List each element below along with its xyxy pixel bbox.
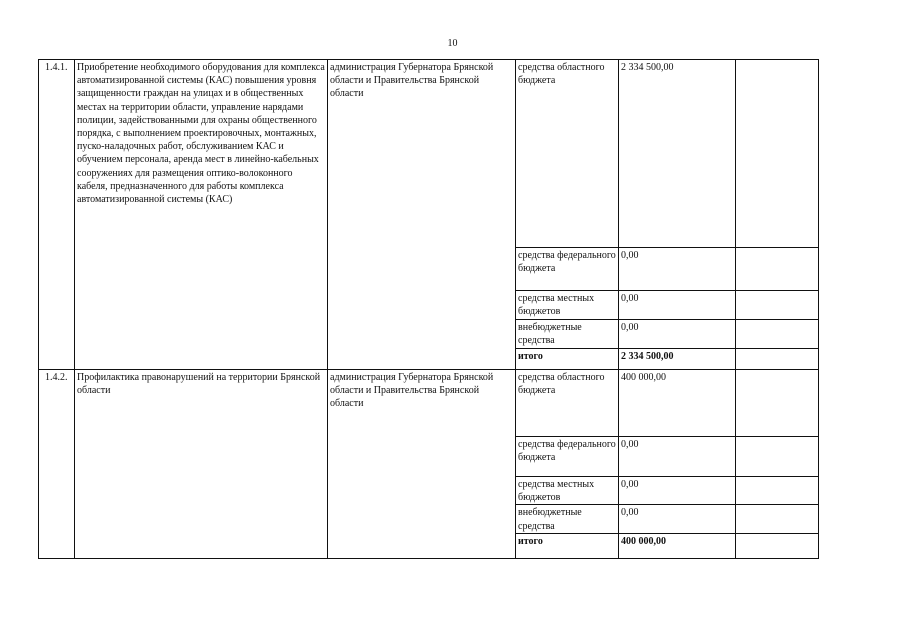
funding-amount: 2 334 500,00 xyxy=(619,60,736,248)
funding-source: средства местных бюджетов xyxy=(516,291,619,320)
funding-source: средства федерального бюджета xyxy=(516,248,619,291)
empty-cell xyxy=(736,437,819,477)
funding-total-label: итого xyxy=(516,533,619,558)
item-number: 1.4.2. xyxy=(39,370,75,559)
funding-amount: 0,00 xyxy=(619,477,736,505)
program-activities-table xyxy=(38,59,819,559)
funding-source: внебюджетные средства xyxy=(516,320,619,349)
funding-amount: 0,00 xyxy=(619,291,736,320)
empty-cell xyxy=(736,291,819,320)
table-row xyxy=(39,60,819,248)
empty-cell xyxy=(736,60,819,248)
funding-source: средства местных бюджетов xyxy=(516,477,619,505)
empty-cell xyxy=(736,533,819,558)
empty-cell xyxy=(736,477,819,505)
funding-amount: 0,00 xyxy=(619,505,736,533)
funding-amount: 0,00 xyxy=(619,320,736,349)
funding-amount: 400 000,00 xyxy=(619,370,736,437)
funding-amount: 0,00 xyxy=(619,248,736,291)
item-name: Профилактика правонарушений на территории Брянской области xyxy=(75,370,328,559)
funding-source: средства областного бюджета xyxy=(516,60,619,248)
empty-cell xyxy=(736,370,819,437)
item-name: Приобретение необходимого оборудования для комплекса автоматизированной системы (КАС) повышения уровня защищенности граждан на улицах и в общественных местах на территории области, управление нарядами полиции, задействованными для охраны общественного порядка, с выполнением проектировочных, монтажных, пуско-наладочных работ, обслуживанием КАС и обучением персонала, аренда мест в линейно-кабельных сооружениях для размещения оптико-волоконного кабеля, предназначенного для работы комплекса автоматизированной системы (КАС) xyxy=(75,60,328,370)
funding-total-amount: 2 334 500,00 xyxy=(619,349,736,370)
page-number: 10 xyxy=(447,38,458,49)
table-row xyxy=(39,370,819,437)
item-executor: администрация Губернатора Брянской области и Правительства Брянской области xyxy=(328,370,516,559)
funding-total-label: итого xyxy=(516,349,619,370)
empty-cell xyxy=(736,505,819,533)
item-executor: администрация Губернатора Брянской области и Правительства Брянской области xyxy=(328,60,516,370)
empty-cell xyxy=(736,320,819,349)
funding-total-amount: 400 000,00 xyxy=(619,533,736,558)
funding-amount: 0,00 xyxy=(619,437,736,477)
funding-source: внебюджетные средства xyxy=(516,505,619,533)
item-number: 1.4.1. xyxy=(39,60,75,370)
funding-source: средства областного бюджета xyxy=(516,370,619,437)
empty-cell xyxy=(736,349,819,370)
empty-cell xyxy=(736,248,819,291)
funding-source: средства федерального бюджета xyxy=(516,437,619,477)
